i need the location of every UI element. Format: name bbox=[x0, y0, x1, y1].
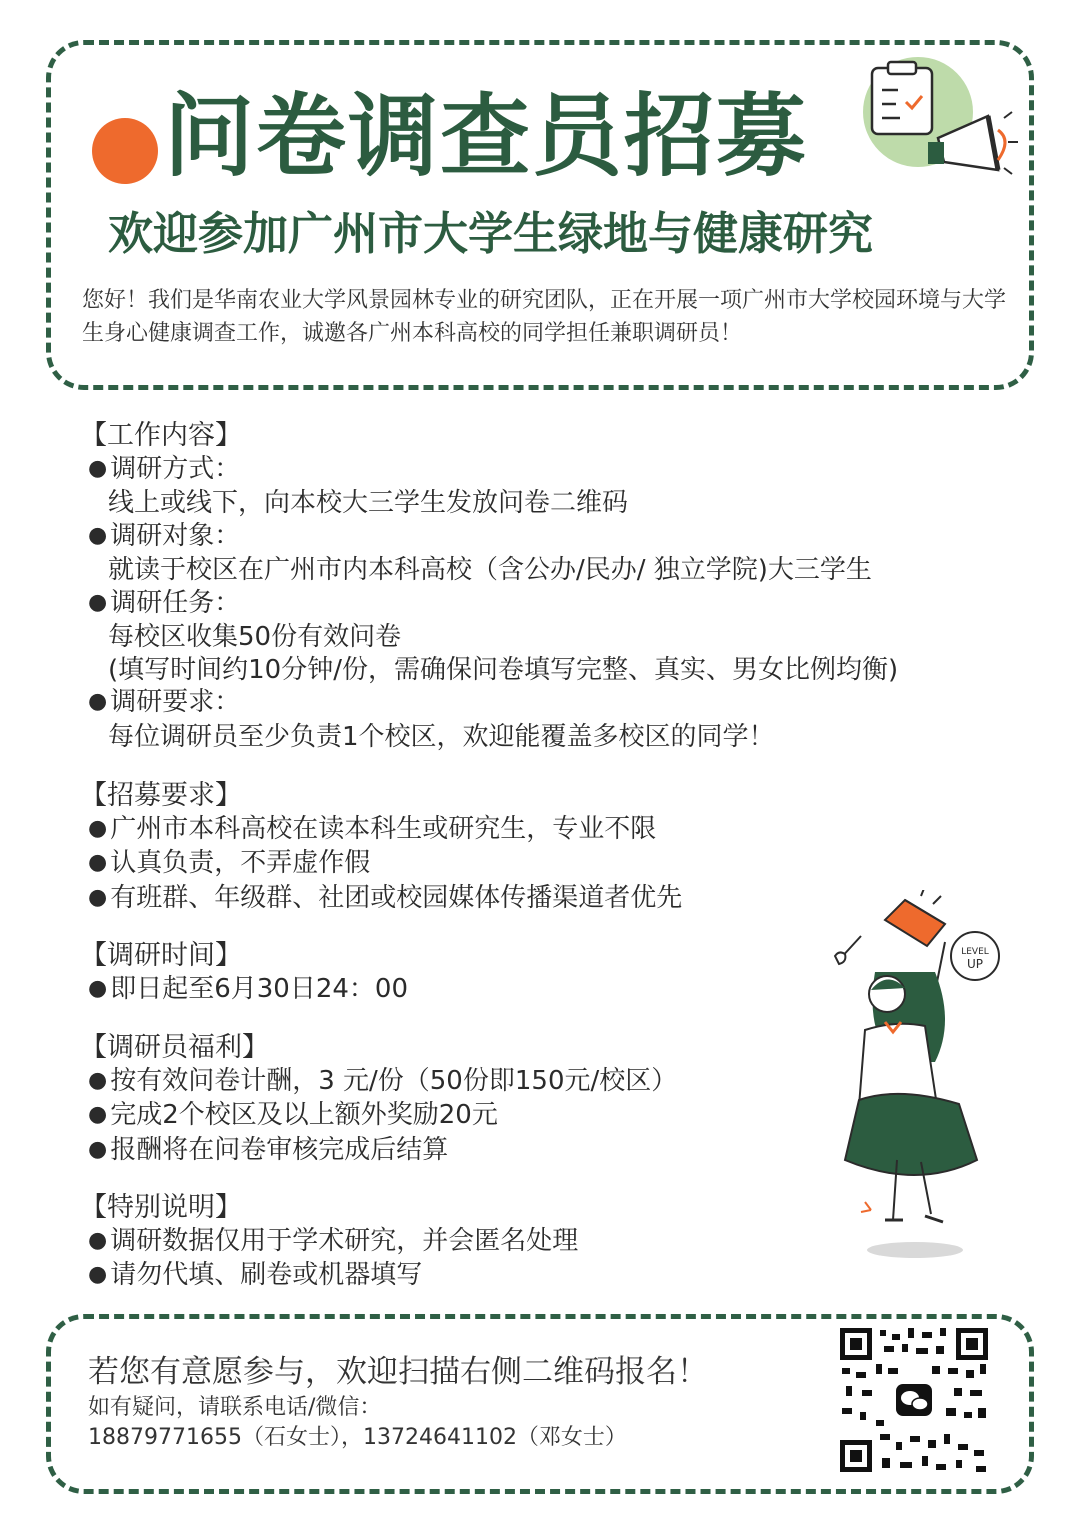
survey-megaphone-icon bbox=[848, 52, 1018, 202]
benefit-item: ● 按有效问卷计酬，3 元/份（50份即150元/校区） bbox=[80, 1065, 677, 1100]
note-item: ● 请勿代填、刷卷或机器填写 bbox=[80, 1259, 578, 1294]
requirements-section bbox=[80, 780, 682, 916]
intro-text: 您好！我们是华南农业大学风景园林专业的研究团队，正在开展一项广州市大学校园环境与大学生身心健康调查工作，诚邀各广州本科高校的同学担任兼职调研员！ bbox=[82, 288, 1007, 346]
orange-dot-icon bbox=[92, 118, 158, 184]
note-item: ● 调研数据仅用于学术研究，并会匿名处理 bbox=[80, 1225, 578, 1260]
benefits-heading: 【调研员福利】 bbox=[80, 1032, 269, 1063]
work-section bbox=[80, 420, 898, 753]
time-heading: 【调研时间】 bbox=[80, 940, 242, 971]
requirement-item: ● 广州市本科高校在读本科生或研究生，专业不限 bbox=[80, 813, 682, 848]
benefit-item: ● 完成2个校区及以上额外奖励20元 bbox=[80, 1099, 677, 1134]
signup-qr-code[interactable] bbox=[836, 1324, 992, 1476]
work-heading: 【工作内容】 bbox=[80, 420, 242, 451]
time-item: ● 即日起至6月30日24：00 bbox=[80, 973, 408, 1008]
time-section bbox=[80, 940, 408, 1007]
contact-phones: 18879771655（石女士），13724641102（邓女士） bbox=[88, 1425, 627, 1450]
page-subtitle: 欢迎参加广州市大学生绿地与健康研究 bbox=[108, 207, 874, 260]
badge-top-label: LEVEL bbox=[961, 947, 989, 957]
jumping-girl-illustration bbox=[825, 890, 1035, 1270]
badge-bottom-label: UP bbox=[966, 957, 984, 971]
signup-cta: 若您有意愿参与，欢迎扫描右侧二维码报名！ bbox=[88, 1354, 708, 1390]
notes-section bbox=[80, 1192, 578, 1294]
requirement-item: ● 认真负责，不弄虚作假 bbox=[80, 847, 682, 882]
work-item-label: ● 调研要求： bbox=[80, 686, 898, 721]
requirements-heading: 【招募要求】 bbox=[80, 780, 242, 811]
work-item-detail: 每校区收集50份有效问卷 bbox=[108, 622, 402, 652]
work-item-detail: (填写时间约10分钟/份，需确保问卷填写完整、真实、男女比例均衡) bbox=[108, 654, 899, 685]
page-title: 问卷调查员招募 bbox=[164, 84, 808, 189]
work-item-label: ● 调研对象： bbox=[80, 520, 898, 555]
work-item-label: ● 调研方式： bbox=[80, 453, 898, 488]
benefit-item: ● 报酬将在问卷审核完成后结算 bbox=[80, 1134, 677, 1169]
work-item-label: ● 调研任务： bbox=[80, 587, 898, 622]
notes-heading: 【特别说明】 bbox=[80, 1192, 242, 1223]
benefits-section bbox=[80, 1032, 677, 1168]
work-item-detail: 每位调研员至少负责1个校区，欢迎能覆盖多校区的同学！ bbox=[108, 721, 775, 752]
work-item-detail: 就读于校区在广州市内本科高校（含公办/民办/ 独立学院)大三学生 bbox=[108, 555, 872, 585]
requirement-item: ● 有班群、年级群、社团或校园媒体传播渠道者优先 bbox=[80, 882, 682, 917]
work-item-detail: 线上或线下，向本校大三学生发放问卷二维码 bbox=[108, 488, 629, 518]
contact-question: 如有疑问，请联系电话/微信： bbox=[88, 1395, 382, 1420]
